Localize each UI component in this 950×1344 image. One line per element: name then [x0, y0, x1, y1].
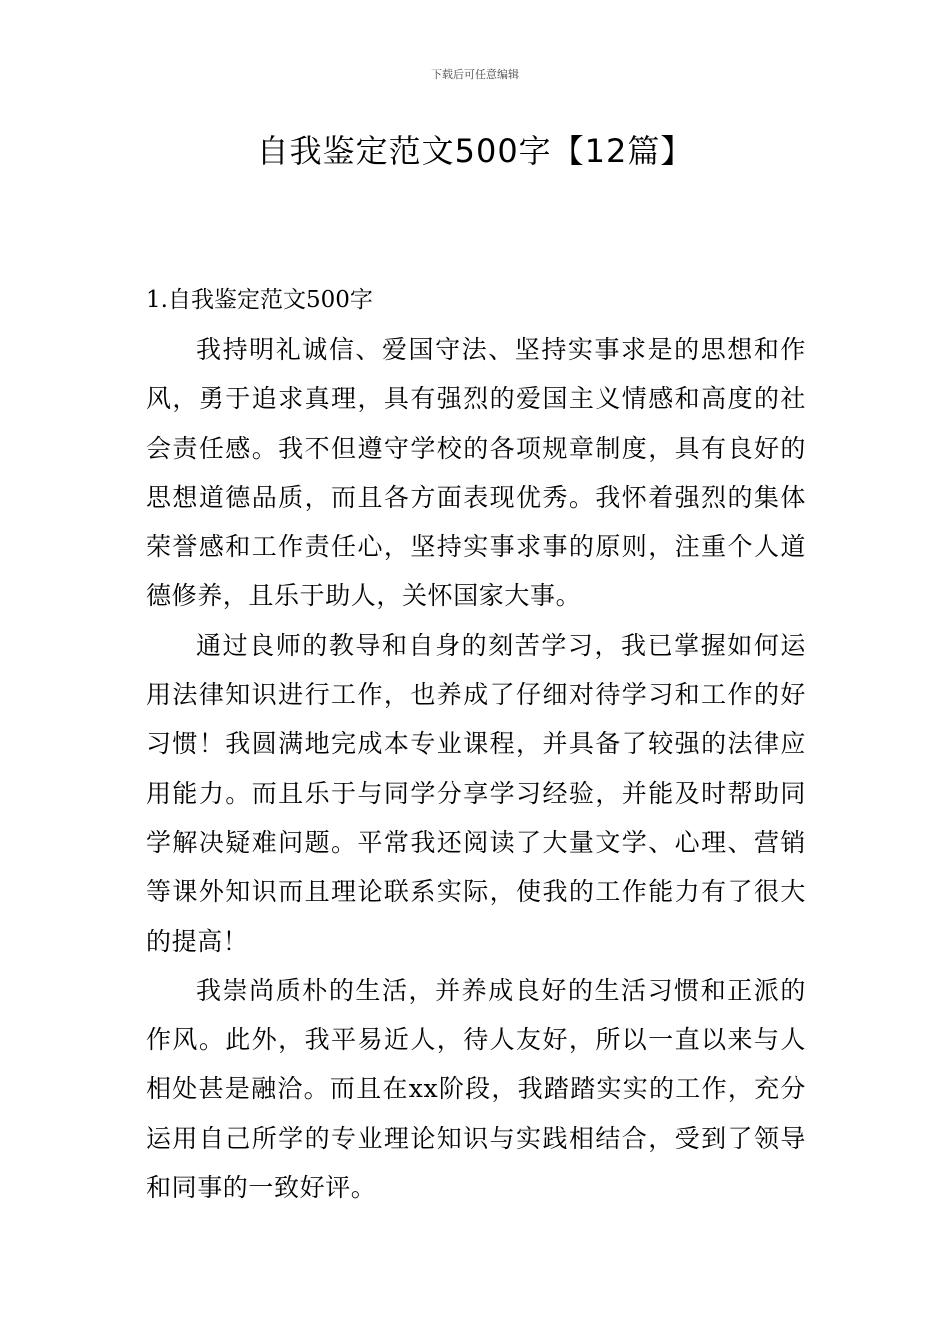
document-body [146, 276, 806, 1212]
paragraph-2: 通过良师的教导和自身的刻苦学习，我已掌握如何运用法律知识进行工作，也养成了仔细对待学习和工作的好习惯！我圆满地完成本专业课程，并具备了较强的法律应用能力。而且乐于与同学分享学习经验，并能及时帮助同学解决疑难问题。平常我还阅读了大量文学、心理、营销等课外知识而且理论联系实际，使我的工作能力有了很大的提高！ [146, 630, 806, 956]
document-title: 自我鉴定范文500字【12篇】 [256, 132, 694, 170]
paragraph-1: 我持明礼诚信、爱国守法、坚持实事求是的思想和作风，勇于追求真理，具有强烈的爱国主义情感和高度的社会责任感。我不但遵守学校的各项规章制度，具有良好的思想道德品质，而且各方面表现优秀。我怀着强烈的集体荣誉感和工作责任心，坚持实事求事的原则，注重个人道德修养，且乐于助人，关怀国家大事。 [146, 335, 806, 611]
header-note: 下载后可任意编辑 [431, 68, 519, 81]
section-heading: 1.自我鉴定范文500字 [146, 287, 373, 313]
paragraph-3: 我崇尚质朴的生活，并养成良好的生活习惯和正派的作风。此外，我平易近人，待人友好，所以一直以来与人相处甚是融洽。而且在xx阶段，我踏踏实实的工作，充分运用自己所学的专业理论知识与实践相结合，受到了领导和同事的一致好评。 [146, 975, 806, 1203]
